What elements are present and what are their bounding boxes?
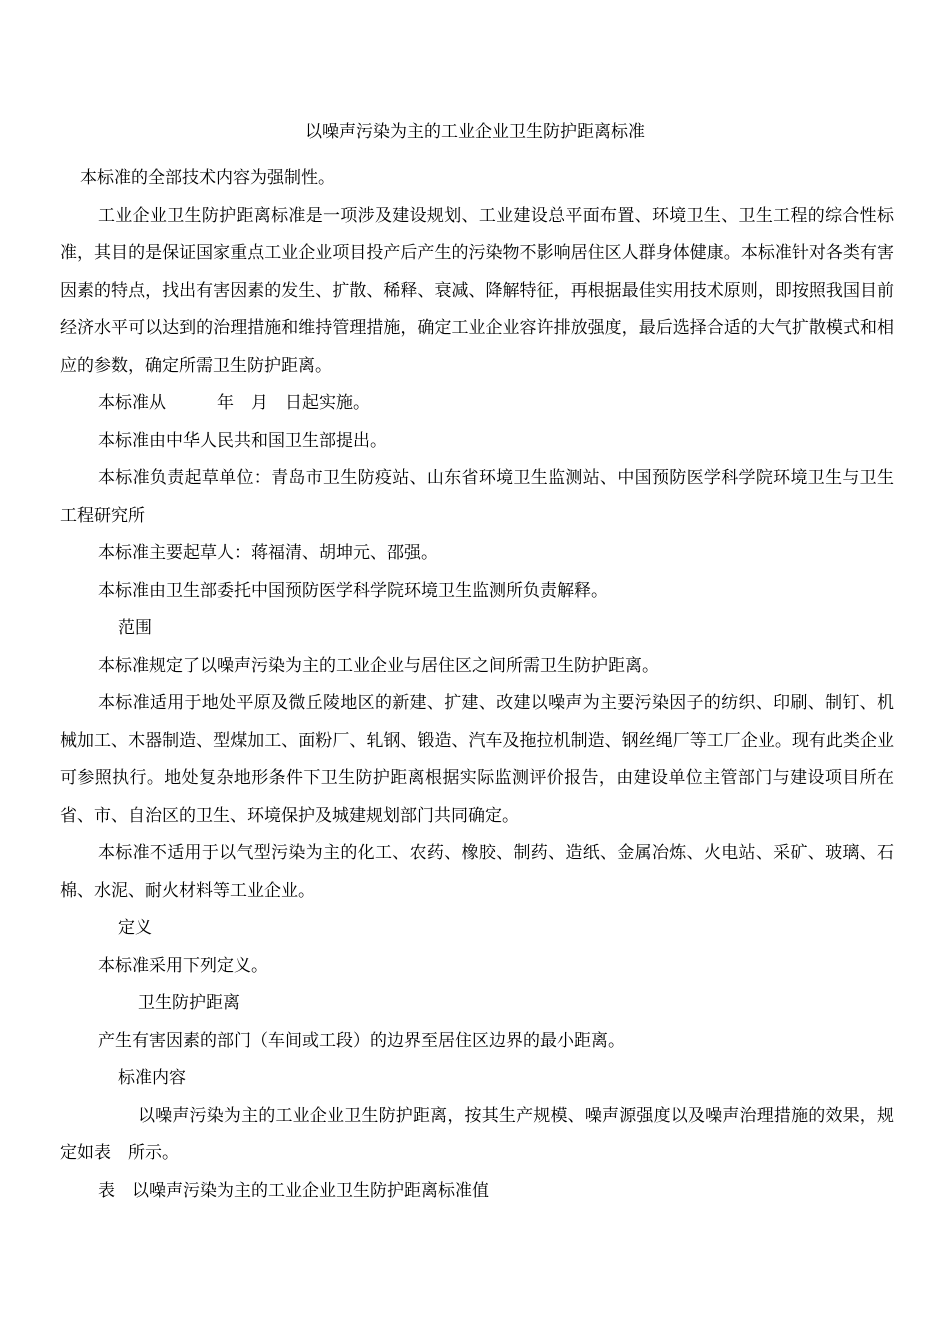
section-heading-standard-content: 标准内容 <box>118 1068 186 1088</box>
document-body <box>60 160 894 1210</box>
paragraph-term-definition: 产生有害因素的部门（车间或工段）的边界至居住区边界的最小距离。 <box>98 1030 625 1051</box>
paragraph-proposer: 本标准由中华人民共和国卫生部提出。 <box>98 430 387 451</box>
table-caption: 表 以噪声污染为主的工业企业卫生防护距离标准值 <box>98 1180 489 1201</box>
paragraph-scope-exclusion: 本标准不适用于以气型污染为主的化工、农药、橡胶、制药、造纸、金属冶炼、火电站、采矿、玻璃、石棉、水泥、耐火材料等工业企业。 <box>60 843 894 901</box>
section-heading-definitions: 定义 <box>118 918 152 938</box>
document-title: 以噪声污染为主的工业企业卫生防护距离标准 <box>305 122 645 142</box>
paragraph-drafting-units: 本标准负责起草单位：青岛市卫生防疫站、山东省环境卫生监测站、中国预防医学科学院环境卫生与卫生工程研究所 <box>60 468 894 526</box>
paragraph-drafters: 本标准主要起草人：蒋福清、胡坤元、邵强。 <box>98 543 438 563</box>
term-heading-protection-distance: 卫生防护距离 <box>138 993 240 1013</box>
paragraph-interpretation: 本标准由卫生部委托中国预防医学科学院环境卫生监测所负责解释。 <box>98 580 608 601</box>
paragraph-standard-content: 以噪声污染为主的工业企业卫生防护距离，按其生产规模、噪声源强度以及噪声治理措施的效果，规定如表 所示。 <box>60 1105 894 1163</box>
paragraph-effective-date: 本标准从 年 月 日起实施。 <box>98 393 370 413</box>
section-heading-scope: 范围 <box>118 618 152 638</box>
paragraph-definitions-intro: 本标准采用下列定义。 <box>98 955 268 976</box>
paragraph-scope-definition: 本标准规定了以噪声污染为主的工业企业与居住区之间所需卫生防护距离。 <box>98 655 659 676</box>
paragraph-scope-applicability: 本标准适用于地处平原及微丘陵地区的新建、扩建、改建以噪声为主要污染因子的纺织、印刷、制钉、机械加工、木器制造、型煤加工、面粉厂、轧钢、锻造、汽车及拖拉机制造、钢丝绳厂等工厂企业。现有此类企业可参照执行。地处复杂地形条件下卫生防护距离根据实际监测评价报告，由建设单位主管部门与建设项目所在省、市、自治区的卫生、环境保护及城建规划部门共同确定。 <box>60 693 894 826</box>
paragraph-introduction: 工业企业卫生防护距离标准是一项涉及建设规划、工业建设总平面布置、环境卫生、卫生工程的综合性标准，其目的是保证国家重点工业企业项目投产后产生的污染物不影响居住区人群身体健康。本标准针对各类有害因素的特点，找出有害因素的发生、扩散、稀释、衰减、降解特征，再根据最佳实用技术原则，即按照我国目前经济水平可以达到的治理措施和维持管理措施，确定工业企业容许排放强度，最后选择合适的大气扩散模式和相应的参数，确定所需卫生防护距离。 <box>60 205 894 376</box>
paragraph-mandatory-note: 本标准的全部技术内容为强制性。 <box>80 168 335 188</box>
